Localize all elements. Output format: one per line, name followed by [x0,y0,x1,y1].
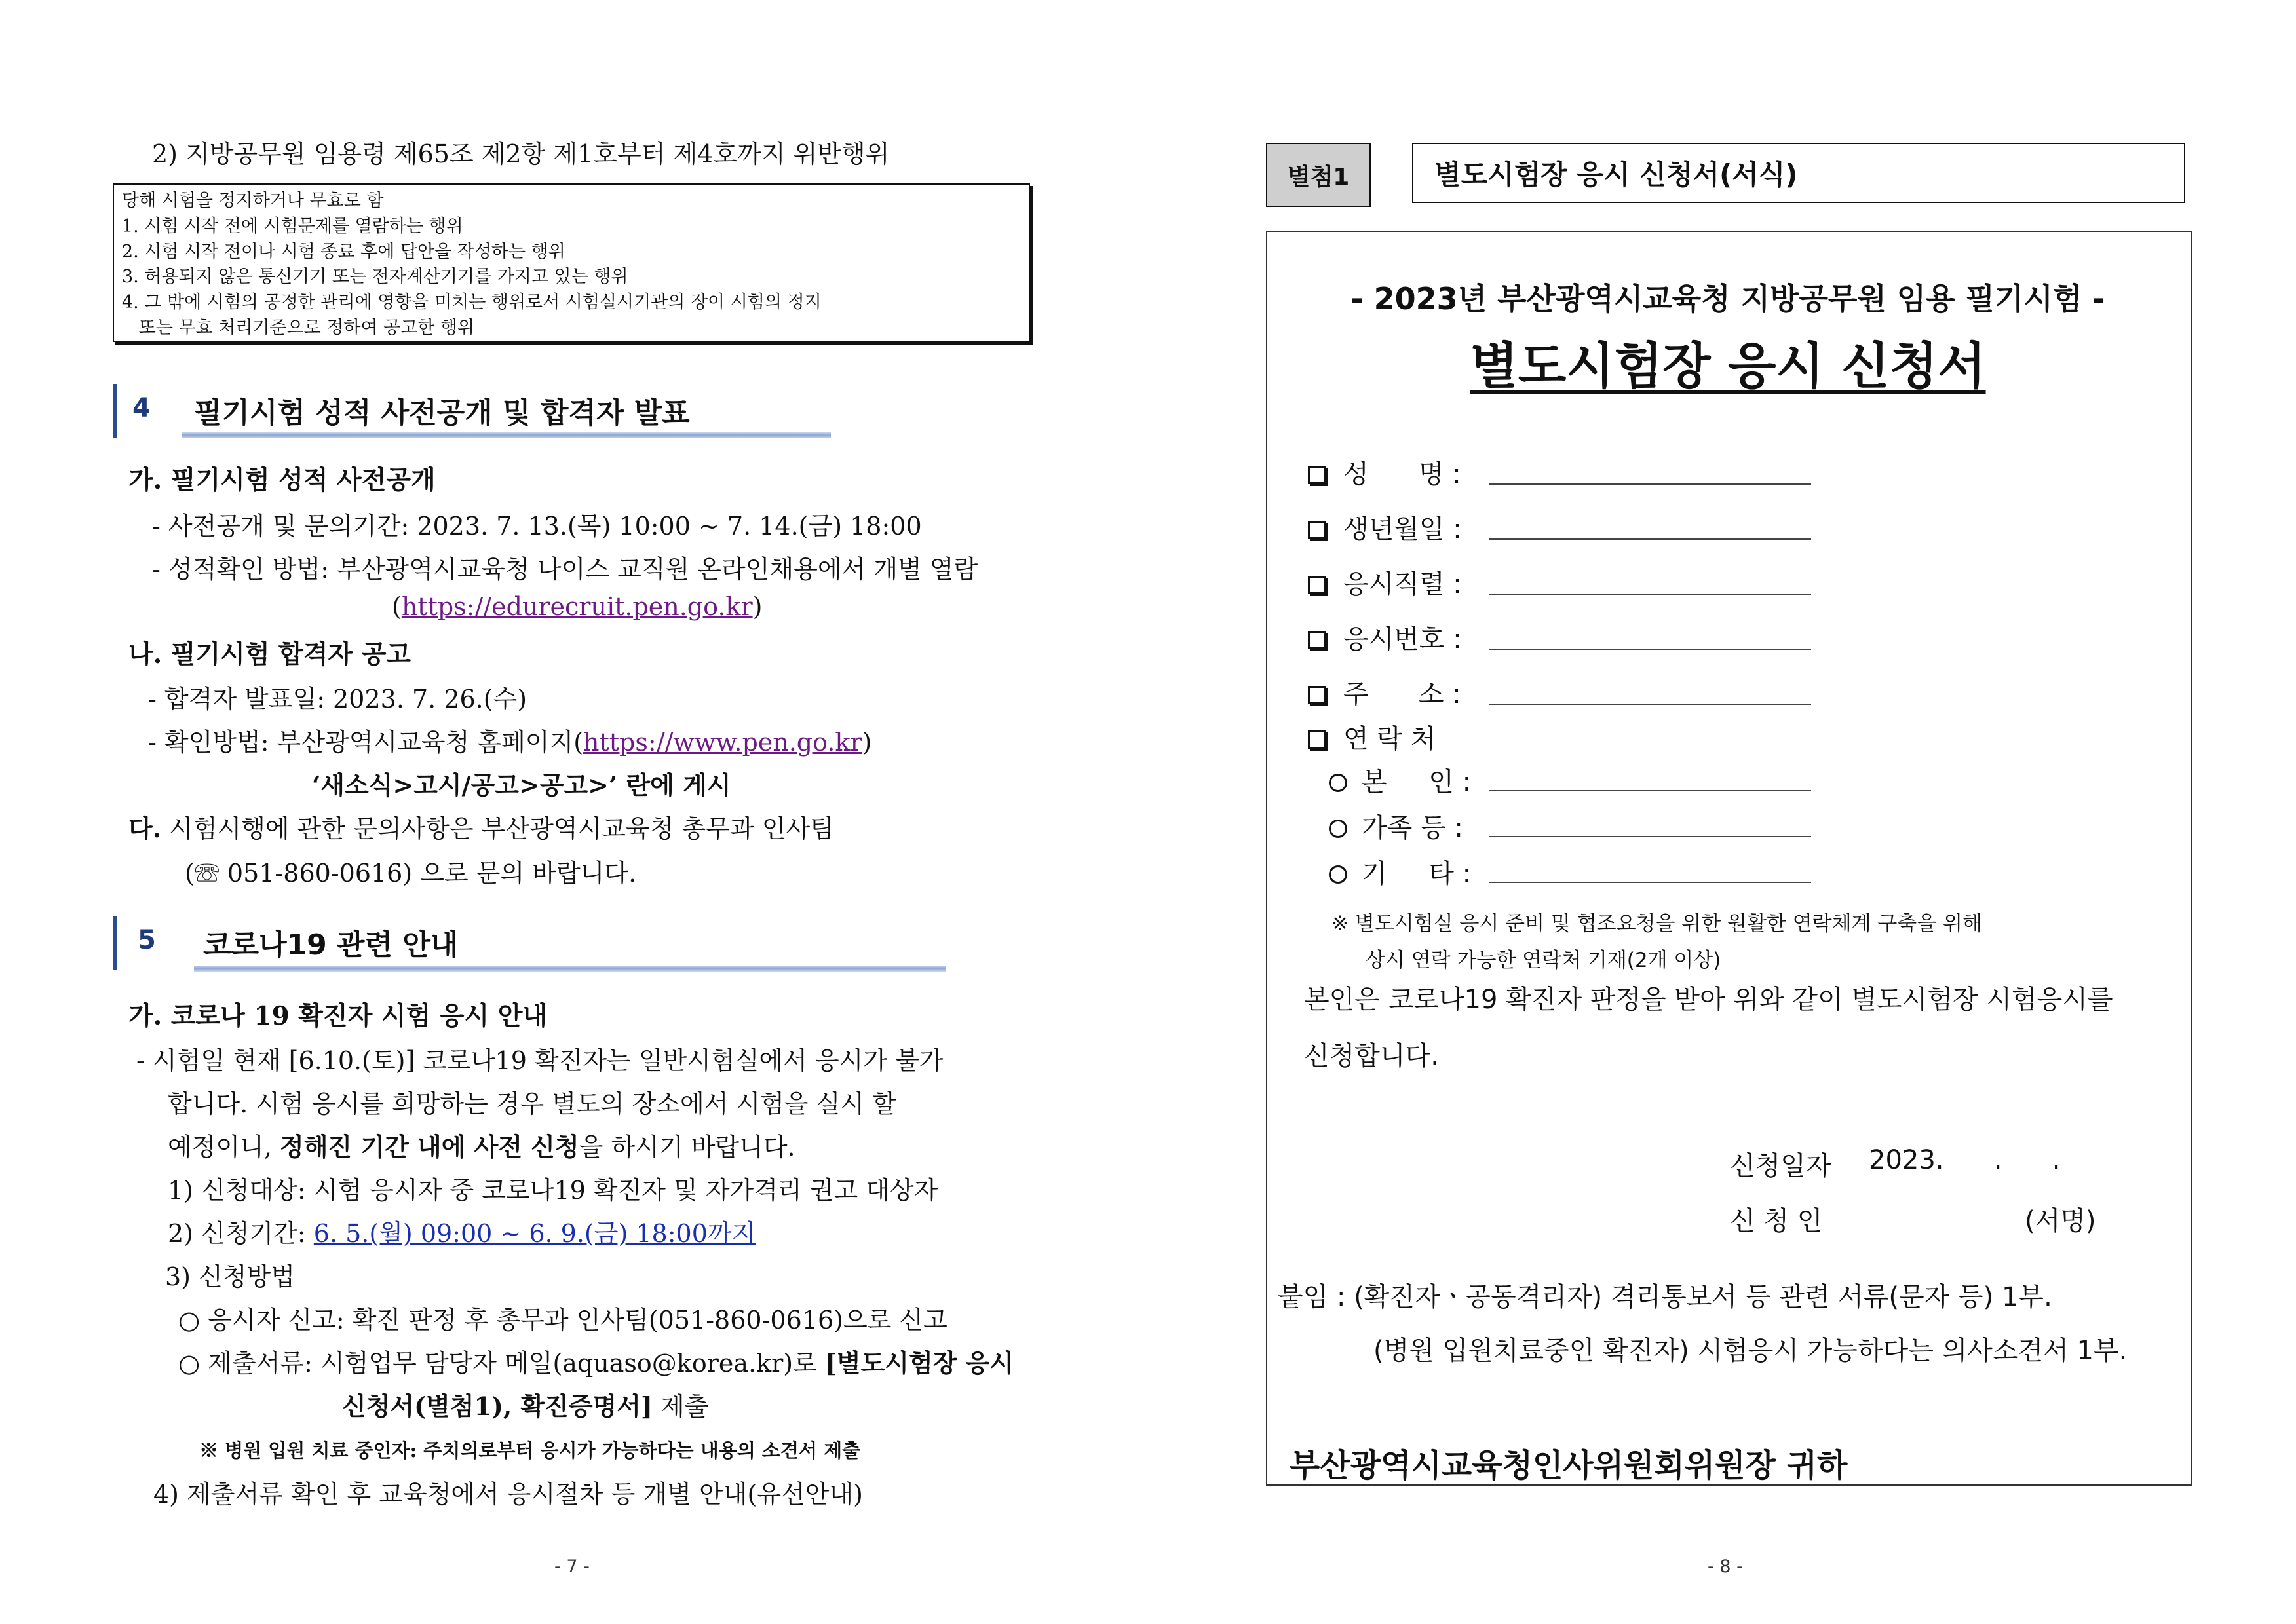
field-birth-label: 생년월일 : [1343,514,1462,544]
field-family-label: 가족 등 : [1362,813,1463,843]
edurecruit-link[interactable]: https://edurecruit.pen.go.kr [401,592,753,621]
method-documents [178,1343,1014,1379]
section-4-c-phone: (☏ 051-860-0616) 으로 문의 바랍니다. [185,859,637,888]
field-name-line[interactable] [1489,483,1811,485]
rules-item: 1. 시험 시작 전에 시험문제를 열람하는 행위 [122,216,463,236]
section-5-number: 5 [138,925,156,955]
field-job-line[interactable] [1489,594,1811,595]
l3-bold: 정해진 기간 내에 사전 신청 [280,1132,579,1161]
section-4-b-heading: 나. 필기시험 합격자 공고 [128,639,411,670]
attachment-label: 별첨1 [1266,143,1371,207]
field-birth-line[interactable] [1489,538,1811,540]
section-4-a-method: - 성적확인 방법: 부산광역시교육청 나이스 교직원 온라인채용에서 개별 열람 [152,555,978,584]
application-method: 3) 신청방법 [165,1262,295,1291]
field-address-line[interactable] [1489,704,1811,705]
attachment-title: 별도시험장 응시 신청서(서식) [1412,143,2185,203]
field-contact [1308,718,1436,755]
rules-item: 3. 허용되지 않은 통신기기 또는 전자계산기기를 가지고 있는 행위 [122,267,628,287]
application-target: 1) 신청대상: 시험 응시자 중 코로나19 확진자 및 자가격리 권고 대상자 [168,1176,938,1205]
application-period [168,1213,756,1249]
pen-homepage-link[interactable]: https://www.pen.go.kr [583,728,862,757]
form-subtitle: - 2023년 부산광역시교육청 지방공무원 임용 필기시험 - [1350,281,2105,316]
field-self-line[interactable] [1489,790,1811,791]
checkbox-icon [1308,521,1326,539]
field-other-label: 기 타 : [1362,859,1472,889]
docs2-post: 제출 [652,1392,709,1421]
field-contact-label: 연 락 처 [1343,724,1436,754]
field-job-label: 응시직렬 : [1343,569,1462,599]
checkbox-icon [1308,686,1326,704]
docs-bold: [별도시험장 응시 [824,1348,1014,1378]
field-other-line[interactable] [1489,882,1811,883]
declaration-line-1: 본인은 코로나19 확진자 판정을 받아 위와 같이 별도시험장 시험응시를 [1304,985,2113,1015]
field-exam-no-label: 응시번호 : [1343,624,1462,654]
rules-box [113,183,1030,342]
checkbox-icon [1308,466,1326,484]
section-4-a-url-line [392,592,762,621]
circle-bullet-icon [1329,774,1347,792]
attachment-line-1: 붙임 : (확진자ㆍ공동격리자) 격리통보서 등 관련 서류(문자 등) 1부. [1278,1282,2052,1312]
item-2-violation: 2) 지방공무원 임용령 제65조 제2항 제1호부터 제4호까지 위반행위 [152,140,890,168]
contact-note-2: 상시 연락 가능한 연락처 기재(2개 이상) [1366,949,1721,972]
field-address-label: 주 소 : [1343,679,1461,709]
b-method-pre: - 확인방법: 부산광역시교육청 홈페이지( [148,728,584,757]
section-5-line-1: - 시험일 현재 [6.10.(토)] 코로나19 확진자는 일반시험실에서 응시가 불가 [136,1046,944,1075]
signature-label: (서명) [2025,1206,2096,1236]
l3-post: 을 하시기 바랍니다. [579,1133,795,1161]
field-contact-family [1329,807,1463,844]
field-exam-no-line[interactable] [1489,649,1811,650]
rules-item: 또는 무효 처리기준으로 정하여 공고한 행위 [122,318,475,338]
l3-pre: 예정이니, [168,1133,280,1161]
field-contact-other [1329,853,1471,890]
field-name-label: 성 명 : [1343,459,1461,489]
section-4-number: 4 [132,393,151,423]
section-4-b-method [148,722,871,758]
period-pre: 2) 신청기간: [168,1219,314,1248]
page-number-right: - 8 - [1708,1557,1743,1577]
period-value: 6. 5.(월) 09:00 ~ 6. 9.(금) 18:00까지 [313,1219,756,1248]
method-documents-cont [342,1386,708,1422]
section-4-bar [113,384,117,438]
docs2-bold: 신청서(별첨1), 확진증명서] [342,1391,653,1421]
applicant-label: 신 청 인 [1730,1206,1823,1236]
section-4-a-heading: 가. 필기시험 성적 사전공개 [128,465,436,495]
b-method-post: ) [862,728,872,757]
section-5-line-2: 합니다. 시험 응시를 희망하는 경우 별도의 장소에서 시험을 실시 할 [168,1089,896,1118]
section-4-b-date: - 합격자 발표일: 2023. 7. 26.(수) [148,685,527,713]
section-5-line-3 [168,1127,795,1163]
checkbox-icon [1308,576,1326,594]
form-title-text: 별도시험장 응시 신청서 [1470,337,1986,395]
page-number-left: - 7 - [554,1557,590,1577]
document-check: 4) 제출서류 확인 후 교육청에서 응시절차 등 개별 안내(유선안내) [153,1480,863,1509]
field-job [1308,563,1462,601]
field-address [1308,673,1461,711]
checkbox-icon [1308,730,1326,749]
section-4-underline [182,432,831,438]
section-4-title: 필기시험 성적 사전공개 및 합격자 발표 [194,396,690,430]
rules-intro: 당해 시험을 정지하거나 무효로 함 [122,191,384,211]
method-report: ○ 응시자 신고: 확진 판정 후 총무과 인사팀(051-860-0616)으로 신고 [178,1306,947,1334]
circle-bullet-icon [1329,820,1347,838]
docs-pre: ○ 제출서류: 시험업무 담당자 메일(aquaso@korea.kr)로 [178,1349,825,1378]
section-5-underline [194,966,946,972]
hospital-note: ※ 병원 입원 치료 중인자: 주치의로부터 응시가 가능하다는 내용의 소견서 제출 [199,1439,861,1462]
section-4-c-line [128,808,834,844]
field-contact-self [1329,761,1471,799]
paren: ) [752,592,763,621]
addressee: 부산광역시교육청인사위원회위원장 귀하 [1290,1447,1848,1484]
c-head: 다. [128,814,161,843]
section-4-b-path: ‘새소식>고시/공고>공고>’ 란에 게시 [312,770,731,800]
section-5-title: 코로나19 관련 안내 [203,928,459,962]
declaration-line-2: 신청합니다. [1304,1041,1439,1071]
field-self-label: 본 인 : [1362,767,1472,797]
application-date-value: 2023. . . [1869,1145,2061,1175]
field-name [1308,453,1461,491]
section-5-a-heading: 가. 코로나 19 확진자 시험 응시 안내 [128,1001,548,1031]
application-date-label: 신청일자 [1730,1151,1831,1181]
field-birth [1308,508,1462,546]
section-4-a-period: - 사전공개 및 문의기간: 2023. 7. 13.(목) 10:00 ~ 7. 14.(금) 18:00 [152,512,922,540]
circle-bullet-icon [1329,865,1347,884]
rules-item: 4. 그 밖에 시험의 공정한 관리에 영향을 미치는 행위로서 시험실시기관의 장이 시험의 정지 [122,292,822,312]
rules-item: 2. 시험 시작 전이나 시험 종료 후에 답안을 작성하는 행위 [122,242,565,262]
contact-note-1: ※ 별도시험실 응시 준비 및 협조요청을 위한 원활한 연락체계 구축을 위해 [1331,912,1982,935]
form-title [1266,326,2190,398]
checkbox-icon [1308,631,1326,649]
section-5-bar [113,916,117,970]
attachment-line-2: (병원 입원치료중인 확진자) 시험응시 가능하다는 의사소견서 1부. [1373,1336,2128,1366]
paren: ( [392,592,402,621]
c-text: 시험시행에 관한 문의사항은 부산광역시교육청 총무과 인사팀 [161,814,834,843]
field-family-line[interactable] [1489,836,1811,837]
field-exam-no [1308,618,1462,656]
